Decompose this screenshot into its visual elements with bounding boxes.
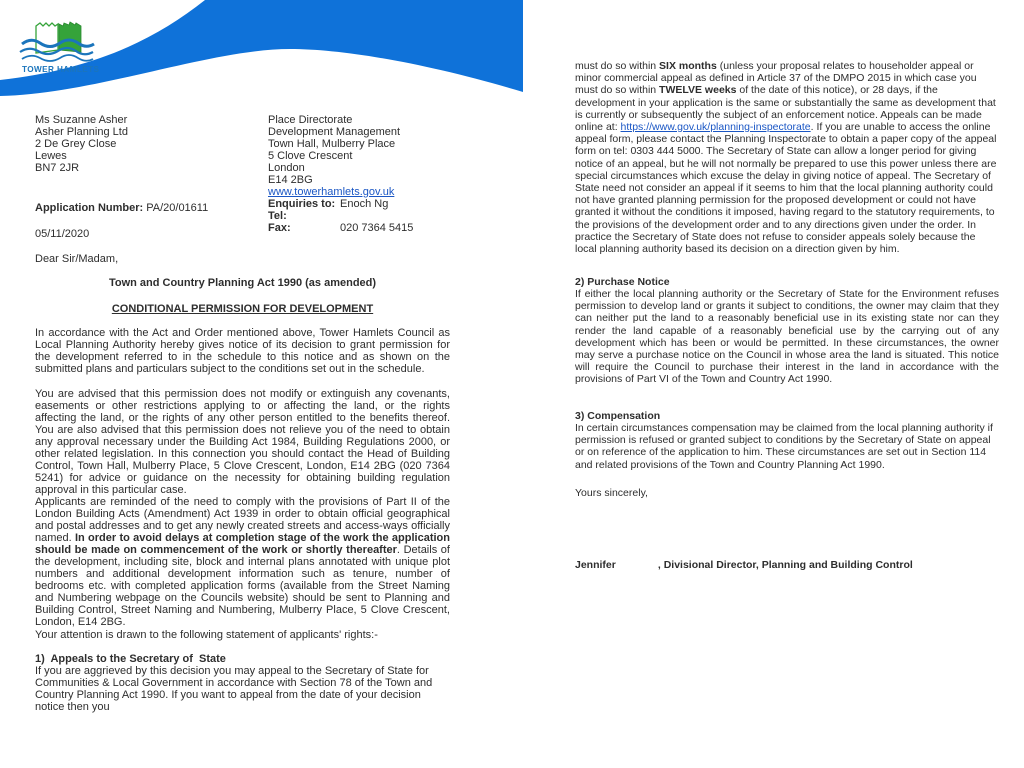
- section2-body: If either the local planning authority or the Secretary of State for the Environment refuses permission to develop land or grants it subject to conditions, the owner may claim that they can neither put the land to a reasonably beneficial use in its existing state nor can they render the land capable of a reasonably beneficial use by the carrying out of any development which has been or would be permitted. In these circumstances, the owner may serve a purchase notice on the Council in whose area the land is situated. This notice will require the Council to purchase their interest in the land in accordance with the provisions of Part VI of the Town and Country Act 1990.: [575, 288, 999, 386]
- section3-heading: 3) Compensation: [575, 410, 661, 422]
- section1-heading: 1) Appeals to the Secretary of State: [35, 653, 226, 665]
- contact-label: Fax:: [268, 222, 291, 234]
- section2-heading: 2) Purchase Notice: [575, 276, 670, 288]
- signatory-role: , Divisional Director, Planning and Building Control: [657, 559, 913, 571]
- application-number-value: PA/20/01611: [146, 202, 209, 214]
- recipient-address-line: Lewes: [35, 150, 67, 162]
- sender-website: [268, 186, 468, 198]
- text-segment: Applicants are reminded of the need to comply with the provisions of Part II of the London Building Acts (Amendment) Act 1939 in order to obtain official geographical and postal addresses and to get any newly created streets and access-ways officially named.: [35, 496, 450, 544]
- letter-title-act: Town and Country Planning Act 1990 (as amended): [108, 277, 377, 289]
- text-segment: . If you are unable to access the online appeal form, please contact the Planning Inspectorate to obtain a paper copy of the appeal form on tel: 0303 444 5000. The Secretary of State can allow a longer period for giving notice of an appeal, but he will not normally be prepared to use this power unless there are special circumstances which excuse the delay in giving notice of appeal. The Secretary of State need not consider an appeal if it seems to him that the local planning authority could not have granted planning permission for the proposed development or could not have granted it without the conditions it imposed, having regard to the statutory requirements, to the provisions of the development order and to any directions given under the order. In practice the Secretary of State does not refuse to consider appeals solely because the local planning authority based its decision on a direction given by him.: [575, 121, 997, 256]
- sender-address: [268, 114, 468, 186]
- castle-left-icon: [36, 23, 58, 53]
- paragraph-grant-notice: In accordance with the Act and Order mentioned above, Tower Hamlets Council as Local Planning Authority hereby gives notice of its decision to grant permission for the development referred to in the schedule to this notice and as shown on the submitted plans and particulars subject to the conditions set out in the schedule.: [35, 327, 450, 375]
- contact-label: Tel:: [268, 210, 287, 222]
- letter-date: 05/11/2020: [35, 228, 90, 240]
- closing: Yours sincerely,: [575, 487, 648, 499]
- salutation: Dear Sir/Madam,: [35, 253, 119, 265]
- recipient-address-line: Asher Planning Ltd: [35, 126, 128, 138]
- sender-address-line: 5 Clove Crescent: [268, 150, 353, 162]
- application-number-label: Application Number:: [35, 202, 144, 214]
- text-segment: (unless your proposal relates to householder appeal or minor commercial appeal as defined in Article 37 of the DMPO 2015 in which case you must do so within: [575, 60, 977, 97]
- text-segment: . Details of the development, including site, block and internal plans annotated with unique plot numbers and additional development information such as tenure, number of bedrooms etc. with completed application forms (available from the Street Naming and Numbering webpage on the Councils website) should be sent to Planning and Building Control, Street Naming and Numbering, Mulberry Place, 5 Clove Crescent, London, E14 2BG.: [35, 544, 450, 628]
- towerhamlets-website-link[interactable]: www.towerhamlets.gov.uk: [268, 186, 395, 198]
- planning-inspectorate-link[interactable]: https://www.gov.uk/planning-inspectorate: [620, 121, 811, 134]
- text-segment: of the date of this notice), or 28 days, if the development in your application is the same or substantially the same as development that is currently or subsequently the subject of an enforcement notice. Appeals can be made online at:: [575, 84, 996, 134]
- tower-hamlets-logo: [18, 12, 110, 76]
- contact-label: Enquiries to:: [268, 198, 336, 210]
- contact-value: 020 7364 5415: [340, 222, 414, 234]
- paragraph-appeal-details: [575, 60, 999, 255]
- recipient-address-line: 2 De Grey Close: [35, 138, 117, 150]
- recipient-address-line: Ms Suzanne Asher: [35, 114, 128, 126]
- paragraph-street-naming: [35, 496, 450, 628]
- paragraph-covenants-advice: You are advised that this permission does not modify or extinguish any covenants, easements or other restrictions applying to or affecting the land, or the rights affecting the land, or the rights of any other person entitled to the benefits thereof. You are also advised that this permission does not relieve you of the need to obtain any approval necessary under the Building Act 1984, Building Regulations 2000, or other related legislation. In this connection you should contact the Head of Building Control, Town Hall, Mulberry Place, 5 Clove Crescent, London, E14 2BG (020 7364 5241) for advice or guidance on the necessity for obtaining building regulation approval in this particular case.: [35, 388, 450, 496]
- sender-address-line: Place Directorate: [268, 114, 353, 126]
- text-segment: SIX months: [659, 60, 717, 72]
- text-segment: In order to avoid delays at completion stage of the work the application should be made on commencement of the work or shortly thereafter: [35, 532, 450, 556]
- paragraph-attention: Your attention is drawn to the following statement of applicants' rights:-: [35, 629, 378, 641]
- section3-body: In certain circumstances compensation may be claimed from the local planning authority if permission is refused or granted subject to conditions by the Secretary of State on appeal or on reference of the application to him. These circumstances are set out in Section 114 and related provisions of the Town and Country Planning Act 1990.: [575, 422, 993, 471]
- sender-address-line: Town Hall, Mulberry Place: [268, 138, 396, 150]
- waves-icon: [20, 40, 94, 61]
- section1-body: If you are aggrieved by this decision you may appeal to the Secretary of State for Communities & Local Government in accordance with Section 78 of the Town and Country Planning Act 1990. If you want to appeal from the date of your decision notice then you: [35, 665, 433, 713]
- letter-title-decision: [35, 303, 450, 315]
- letter-title-decision-text: CONDITIONAL PERMISSION FOR DEVELOPMENT: [111, 303, 374, 315]
- signature-line: [575, 559, 999, 571]
- text-segment: TWELVE weeks: [659, 84, 737, 97]
- sender-address-line: London: [268, 162, 305, 174]
- recipient-address-line: BN7 2JR: [35, 162, 80, 174]
- logo-text: TOWER HAMLETS: [22, 65, 100, 74]
- contact-value: Enoch Ng: [340, 198, 389, 210]
- sender-address-line: Development Management: [268, 126, 401, 138]
- sender-address-line: E14 2BG: [268, 174, 313, 186]
- text-segment: must do so within: [575, 60, 660, 72]
- application-number: [35, 202, 450, 214]
- signatory-first-name: Jennifer: [575, 559, 616, 571]
